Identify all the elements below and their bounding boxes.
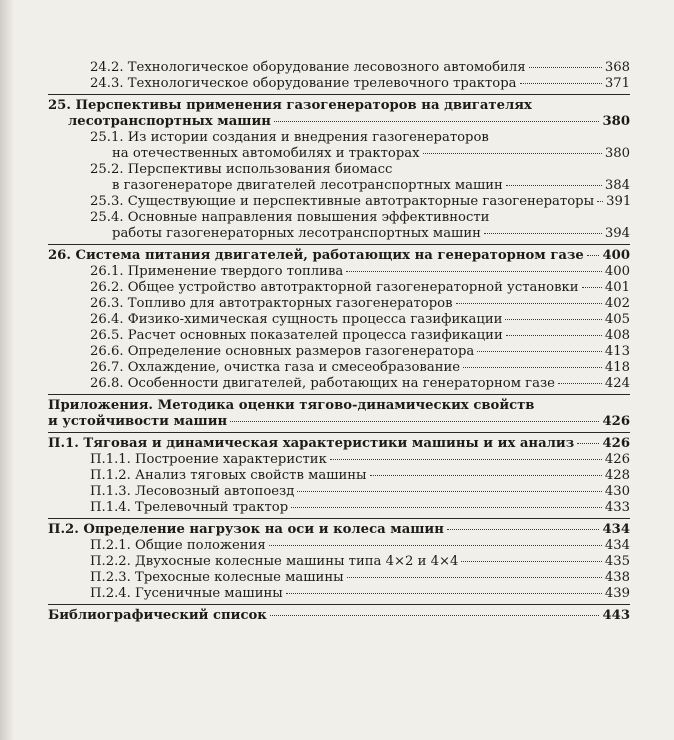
dot-leader bbox=[447, 529, 600, 530]
dot-leader bbox=[520, 83, 602, 84]
toc-entry-page: 443 bbox=[602, 608, 630, 623]
section-divider bbox=[48, 94, 630, 95]
toc-entry-title: 26.5. Расчет основных показателей процесса газификации bbox=[90, 328, 503, 343]
toc-subsection-title: 25.4. Основные направления повышения эффективности bbox=[90, 210, 490, 225]
dot-leader bbox=[346, 271, 602, 272]
toc-entry bbox=[48, 468, 630, 484]
toc-entry bbox=[48, 344, 630, 360]
toc-entry-title: 26.6. Определение основных размеров газогенератора bbox=[90, 344, 475, 359]
section-divider bbox=[48, 394, 630, 395]
toc-entry bbox=[48, 194, 630, 210]
dot-leader bbox=[582, 287, 602, 288]
toc-entry-page: 430 bbox=[604, 484, 630, 499]
section-divider bbox=[48, 518, 630, 519]
toc-entry-page: 433 bbox=[604, 500, 630, 515]
dot-leader bbox=[506, 185, 602, 186]
toc-entry bbox=[48, 312, 630, 328]
toc-entry bbox=[48, 570, 630, 586]
toc-entry-title: 24.3. Технологическое оборудование трелевочного трактора bbox=[90, 76, 517, 91]
toc-entry bbox=[48, 452, 630, 468]
toc-entry-page: 380 bbox=[602, 114, 630, 129]
section-divider bbox=[48, 604, 630, 605]
toc-entry-page: 438 bbox=[604, 570, 630, 585]
toc-chapter-title: 25. Перспективы применения газогенераторов на двигателях bbox=[48, 98, 532, 113]
toc-entry-page: 371 bbox=[604, 76, 630, 91]
toc-entry bbox=[48, 436, 630, 452]
toc-entry-page: 439 bbox=[604, 586, 630, 601]
dot-leader bbox=[274, 121, 600, 122]
toc-entry-page: 434 bbox=[604, 538, 630, 553]
toc-entry-page: 400 bbox=[602, 248, 630, 263]
dot-leader bbox=[423, 153, 602, 154]
toc-entry-title: П.2.2. Двухосные колесные машины типа 4×2 и 4×4 bbox=[90, 554, 459, 569]
dot-leader bbox=[456, 303, 602, 304]
toc-entry-page: 394 bbox=[604, 226, 630, 241]
toc-entry bbox=[48, 178, 630, 194]
section-divider bbox=[48, 432, 630, 433]
toc-entry-page: 435 bbox=[604, 554, 630, 569]
toc-entry bbox=[48, 146, 630, 162]
dot-leader bbox=[286, 593, 602, 594]
toc-entry-title: 26.7. Охлаждение, очистка газа и смесеобразование bbox=[90, 360, 461, 375]
toc-entry-title: П.1.1. Построение характеристик bbox=[90, 452, 327, 467]
dot-leader bbox=[506, 335, 602, 336]
page-edge-shadow bbox=[0, 0, 14, 740]
toc-subsection-title: 25.1. Из истории создания и внедрения газогенераторов bbox=[90, 130, 489, 145]
toc-entry-page: 401 bbox=[604, 280, 630, 295]
toc-entry bbox=[48, 60, 630, 76]
dot-leader bbox=[330, 459, 602, 460]
dot-leader bbox=[558, 383, 602, 384]
toc-entry-title: П.2. Определение нагрузок на оси и колеса машин bbox=[48, 522, 444, 537]
toc-entry-page: 391 bbox=[606, 194, 632, 209]
toc-entry bbox=[48, 554, 630, 570]
toc-entry bbox=[48, 586, 630, 602]
dot-leader bbox=[463, 367, 602, 368]
section-divider bbox=[48, 244, 630, 245]
dot-leader bbox=[529, 67, 602, 68]
toc-entry-page: 384 bbox=[604, 178, 630, 193]
toc-entry-page: 418 bbox=[604, 360, 630, 375]
toc-entry-title: П.1. Тяговая и динамическая характеристики машины и их анализ bbox=[48, 436, 575, 451]
dot-leader bbox=[477, 351, 602, 352]
dot-leader bbox=[270, 615, 600, 616]
toc-entry bbox=[48, 414, 630, 430]
toc-subsection-title: 25.2. Перспективы использования биомасс bbox=[90, 162, 393, 177]
dot-leader bbox=[577, 443, 599, 444]
dot-leader bbox=[461, 561, 601, 562]
toc-entry-title: 26.3. Топливо для автотракторных газогенераторов bbox=[90, 296, 453, 311]
toc-entry-page: 426 bbox=[604, 452, 630, 467]
toc-entry bbox=[48, 280, 630, 296]
dot-leader bbox=[269, 545, 602, 546]
dot-leader bbox=[597, 201, 603, 202]
dot-leader bbox=[505, 319, 601, 320]
toc-entry-title: на отечественных автомобилях и тракторах bbox=[112, 146, 420, 161]
dot-leader bbox=[297, 491, 601, 492]
toc-entry-page: 426 bbox=[602, 436, 630, 451]
toc-entry-title: работы газогенераторных лесотранспортных машин bbox=[112, 226, 481, 241]
dot-leader bbox=[230, 421, 599, 422]
toc-entry-page: 426 bbox=[602, 414, 630, 429]
toc-entry bbox=[48, 248, 630, 264]
toc-entry-page: 402 bbox=[604, 296, 630, 311]
toc-entry-title: 26.2. Общее устройство автотракторной газогенераторной установки bbox=[90, 280, 579, 295]
dot-leader bbox=[484, 233, 602, 234]
toc-entry bbox=[48, 264, 630, 280]
toc-entry bbox=[48, 522, 630, 538]
toc-entry-title: Библиографический список bbox=[48, 608, 267, 623]
toc-entry-title: 26.8. Особенности двигателей, работающих на генераторном газе bbox=[90, 376, 555, 391]
toc-entry-title: П.2.3. Трехосные колесные машины bbox=[90, 570, 344, 585]
dot-leader bbox=[347, 577, 602, 578]
toc-entry-title: П.2.1. Общие положения bbox=[90, 538, 266, 553]
toc-entry bbox=[48, 484, 630, 500]
toc-entry bbox=[48, 114, 630, 130]
toc-entry-title: 26.1. Применение твердого топлива bbox=[90, 264, 344, 279]
toc-entry-page: 434 bbox=[602, 522, 630, 537]
toc-entry-page: 408 bbox=[604, 328, 630, 343]
toc-entry-page: 380 bbox=[604, 146, 630, 161]
toc-entry bbox=[48, 296, 630, 312]
toc-entry-page: 424 bbox=[604, 376, 630, 391]
toc-entry bbox=[48, 360, 630, 376]
toc-entry-page: 405 bbox=[604, 312, 630, 327]
toc-entry-title: П.1.3. Лесовозный автопоезд bbox=[90, 484, 295, 499]
toc-entry-title: П.2.4. Гусеничные машины bbox=[90, 586, 283, 601]
toc-entry bbox=[48, 226, 630, 242]
dot-leader bbox=[587, 255, 600, 256]
toc-entry-title: 24.2. Технологическое оборудование лесовозного автомобиля bbox=[90, 60, 526, 75]
dot-leader bbox=[370, 475, 602, 476]
toc-entry bbox=[48, 608, 630, 624]
toc-entry-title: 25.3. Существующие и перспективные автотракторные газогенераторы bbox=[90, 194, 595, 209]
toc-chapter-title: Приложения. Методика оценки тягово-динамических свойств bbox=[48, 398, 535, 413]
toc-entry-title: П.1.2. Анализ тяговых свойств машины bbox=[90, 468, 367, 483]
toc-entry-title: в газогенераторе двигателей лесотранспортных машин bbox=[112, 178, 503, 193]
toc-entry-page: 400 bbox=[604, 264, 630, 279]
toc-entry-title: 26.4. Физико-химическая сущность процесса газификации bbox=[90, 312, 503, 327]
table-of-contents bbox=[48, 60, 630, 624]
toc-entry-title: лесотранспортных машин bbox=[68, 114, 271, 129]
toc-entry-title: П.1.4. Трелевочный трактор bbox=[90, 500, 289, 515]
toc-entry-page: 428 bbox=[604, 468, 630, 483]
toc-entry-page: 413 bbox=[604, 344, 630, 359]
toc-entry bbox=[48, 328, 630, 344]
toc-entry bbox=[48, 538, 630, 554]
dot-leader bbox=[291, 507, 602, 508]
toc-entry-title: и устойчивости машин bbox=[48, 414, 228, 429]
toc-entry bbox=[48, 76, 630, 92]
toc-entry-title: 26. Система питания двигателей, работающих на генераторном газе bbox=[48, 248, 584, 263]
toc-entry bbox=[48, 500, 630, 516]
toc-entry bbox=[48, 376, 630, 392]
toc-entry-page: 368 bbox=[604, 60, 630, 75]
